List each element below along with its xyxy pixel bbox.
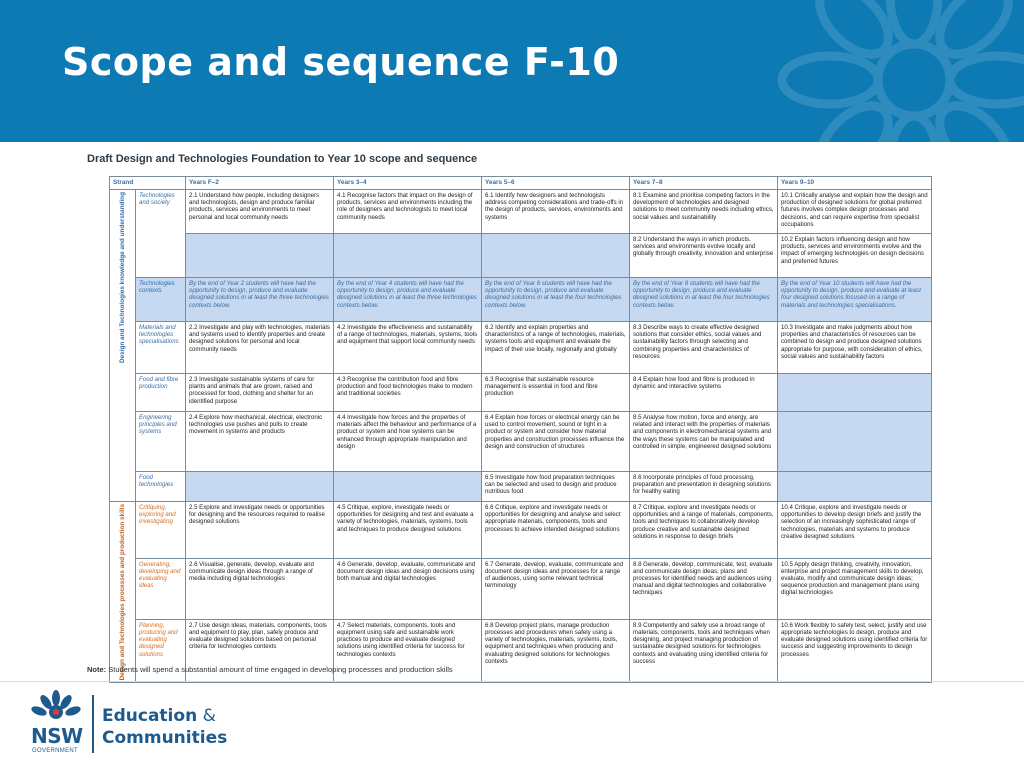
table-cell: 8.4 Explain how food and fibre is produced in dynamic and interactive systems: [630, 374, 778, 412]
header-years-f-2: Years F–2: [186, 177, 334, 190]
table-cell: 2.7 Use design ideas, materials, components, tools and equipment to play, plan, safely produce and evaluate designed solutions based on personal criteria for technologies contexts: [186, 619, 334, 683]
table-cell: By the end of Year 2 students will have had the opportunity to design, produce and evaluate designed solutions in at least the three technologies contexts below.: [186, 278, 334, 322]
slide-title: Scope and sequence F-10: [62, 40, 620, 84]
table-cell-empty: [186, 472, 334, 502]
table-cell-empty: [778, 412, 932, 472]
table-cell: 6.5 Investigate how food preparation techniques can be selected and used to design and produce nutritious food: [482, 472, 630, 502]
table-cell: 4.2 Investigate the effectiveness and sustainability of a range of technologies, materials, systems, tools and equipment that support local community needs: [334, 322, 482, 374]
table-cell: 8.5 Analyse how motion, force and energy, are related and interact with the properties of materials and components in electromechanical systems and the ways these systems can be manipulated and controlled in simple, engineered designed solutions: [630, 412, 778, 472]
table-cell: By the end of Year 10 students will have had the opportunity to design, produce and evaluate at least four designed solutions focused on a range of materials and technologies specialisations.: [778, 278, 932, 322]
nsw-wordmark: NSW: [31, 724, 83, 748]
table-cell-empty: [482, 234, 630, 278]
table-cell: 6.8 Develop project plans, manage production processes and procedures when safely using a variety of technologies, materials, systems, tools, equipment and techniques when producing and evaluating designed solutions for technologies contexts: [482, 619, 630, 683]
table-cell: 2.6 Visualise, generate, develop, evaluate and communicate design ideas through a range of media including digital technologies: [186, 558, 334, 619]
table-cell: 8.2 Understand the ways in which products, services and environments evolve locally and globally through creativity, innovation and enterprise: [630, 234, 778, 278]
table-cell: 8.6 Incorporate principles of food processing, preparation and presentation in designing solutions for healthy eating: [630, 472, 778, 502]
table-cell: 10.3 Investigate and make judgments about how properties and characteristics of resources can be combined to design and produce designed solutions appropriate for purpose, with consideration of ethics, social values and sustainability factors: [778, 322, 932, 374]
header-years-3-4: Years 3–4: [334, 177, 482, 190]
table-cell-empty: [334, 234, 482, 278]
table-cell: 6.7 Generate, develop, evaluate, communicate and document design ideas and processes for a range of audiences, using some relevant technical terminology: [482, 558, 630, 619]
table-cell: 6.6 Critique, explore and investigate needs or opportunities for designing and analyse and select appropriate materials, components, tools and processes to achieve intended designed solutions: [482, 502, 630, 559]
table-cell: 4.1 Recognise factors that impact on the design of products, services and environments including the role of designers and technologists to meet local community needs: [334, 190, 482, 234]
table-cell: 4.5 Critique, explore, investigate needs or opportunities for designing and test and evaluate a variety of technologies, materials, systems, tools and techniques to produce designed solutions: [334, 502, 482, 559]
table-cell: 2.5 Explore and investigate needs or opportunities for designing and the resources required to realise designed solutions: [186, 502, 334, 559]
note-label: Note:: [87, 665, 107, 674]
substrand-planning: Planning, producing and evaluating designed solutions: [136, 619, 186, 683]
table-cell: 4.6 Generate, develop, evaluate, communicate and document design ideas and design decisions using both manual and digital technologies: [334, 558, 482, 619]
table-cell: By the end of Year 8 students will have had the opportunity to design, produce and evaluate designed solutions in at least the four technologies contexts below.: [630, 278, 778, 322]
table-cell: 2.4 Explore how mechanical, electrical, electronic technologies use pushes and pulls to create movement in systems and products: [186, 412, 334, 472]
table-row: [110, 190, 932, 234]
substrand-technologies-society: Technologies and society: [136, 190, 186, 278]
table-cell: 2.1 Understand how people, including designers and technologists, design and produce familiar products, services and environments to meet personal and local community needs: [186, 190, 334, 234]
substrand-engineering: Engineering principles and systems: [136, 412, 186, 472]
table-cell: 8.3 Describe ways to create effective designed solutions that consider ethics, social values and sustainability factors through selecting and combining properties and characteristics of resources: [630, 322, 778, 374]
table-cell: 6.3 Recognise that sustainable resource management is essential in food and fibre production: [482, 374, 630, 412]
scope-sequence-table: [109, 176, 932, 683]
government-wordmark: GOVERNMENT: [32, 748, 79, 754]
table-cell: 8.7 Critique, explore and investigate needs or opportunities and a range of materials, components, tools and techniques to collaboratively develop produce creative and sustainable designed solutions in response to design briefs: [630, 502, 778, 559]
table-note: [87, 665, 453, 674]
header-years-7-8: Years 7–8: [630, 177, 778, 190]
table-row: [110, 412, 932, 472]
strand-processes-cell: [110, 502, 136, 683]
strand-processes-label: Design and Technologies processes and production skills: [118, 504, 126, 681]
table-cell-empty: [334, 472, 482, 502]
table-cell: 4.7 Select materials, components, tools and equipment using safe and sustainable work practices to produce and evaluate designed solutions using identified criteria for success for technologies contexts: [334, 619, 482, 683]
logo-education: [102, 706, 216, 726]
table-row: [110, 558, 932, 619]
table-row: [110, 374, 932, 412]
table-cell: 6.1 Identify how designers and technologists address competing considerations and trade-offs in the design of products, services, environments and systems: [482, 190, 630, 234]
header-strand: Strand: [110, 177, 186, 190]
table-cell: By the end of Year 6 students will have had the opportunity to design, produce and evaluate designed solutions in at least the four technologies contexts below.: [482, 278, 630, 322]
table-header-row: [110, 177, 932, 190]
table-cell: 2.2 Investigate and play with technologies, materials and systems used to identify properties and create designed solutions for personal and local community needs: [186, 322, 334, 374]
waratah-watermark-icon: [764, 0, 1024, 142]
substrand-materials: Materials and technologies specialisations: [136, 322, 186, 374]
table-cell: 8.8 Generate, develop, communicate, test, evaluate and communicate design ideas, plans and processes for identified needs and audiences using manual and digital technologies and collaborative techniques: [630, 558, 778, 619]
substrand-critiquing: Critiquing, exploring and investigating: [136, 502, 186, 559]
strand-knowledge-label: Design and Technologies knowledge and understanding: [118, 192, 126, 364]
logo-separator: [92, 695, 94, 753]
table-cell: 2.3 Investigate sustainable systems of care for plants and animals that are grown, raised and processed for food, clothing and shelter for an identified purpose: [186, 374, 334, 412]
table-cell: 8.1 Examine and prioritise competing factors in the development of technologies and designed solutions to meet community needs including ethics, social values and sustainability: [630, 190, 778, 234]
table-cell: 4.3 Recognise the contribution food and fibre production and food technologies make to modern and traditional societies: [334, 374, 482, 412]
document-title: Draft Design and Technologies Foundation to Year 10 scope and sequence: [87, 153, 478, 165]
table-cell: 10.6 Work flexibly to safely test, select, justify and use appropriate technologies to design, produce and evaluate designed solutions using identified criteria for success and suggesting improvements to design processes: [778, 619, 932, 683]
table-row: [110, 472, 932, 502]
table-cell: 10.2 Explain factors influencing design and how products, services and environments evolve and the impact of emerging technologies on design decisions and preferred futures: [778, 234, 932, 278]
table-cell: 10.5 Apply design thinking, creativity, innovation, enterprise and project management skills to develop, evaluate, modify and communicate design ideas; sequence production and management plans using digital technologies: [778, 558, 932, 619]
table-row: [110, 278, 932, 322]
logo-ampersand: &: [197, 706, 216, 726]
table-row: [110, 502, 932, 559]
table-cell: 6.4 Explain how forces or electrical energy can be used to control movement, sound or light in a product or system and consider how material properties and construction processes influence the design and construction of structures: [482, 412, 630, 472]
substrand-technologies-contexts: Technologies contexts: [136, 278, 186, 322]
table-cell: 10.1 Critically analyse and explain how the design and production of designed solutions for global preferred futures involves complex design processes and decisions, and can require expertise from specialist occupations: [778, 190, 932, 234]
note-text: Students will spend a substantial amount of time engaged in developing processes and production skills: [106, 665, 453, 674]
table-cell: 8.9 Competently and safely use a broad range of materials, components, tools and techniques when designing, and project managing production of sustainable designed solutions for technologies contexts and evaluating using identified criteria for success: [630, 619, 778, 683]
substrand-generating: Generating, developing and evaluating ideas: [136, 558, 186, 619]
substrand-food-fibre: Food and fibre production: [136, 374, 186, 412]
table-cell-empty: [778, 472, 932, 502]
table-row: [110, 234, 932, 278]
footer-divider: [0, 681, 1024, 682]
header-years-9-10: Years 9–10: [778, 177, 932, 190]
logo-communities: Communities: [102, 728, 228, 748]
table-cell: 10.4 Critique, explore and investigate needs or opportunities to develop design briefs and justify the selection of an increasingly sophisticated range of technologies, materials and systems to produce creative designed solutions: [778, 502, 932, 559]
table-cell: 6.2 Identify and explain properties and characteristics of a range of technologies, materials, systems tools and equipment and evaluate the impact of their use locally, regionally and globally: [482, 322, 630, 374]
header-years-5-6: Years 5–6: [482, 177, 630, 190]
slide-header: [0, 0, 1024, 142]
logo-education-text: Education: [102, 706, 198, 726]
table-cell-empty: [186, 234, 334, 278]
table-row: [110, 322, 932, 374]
nsw-education-logo: [28, 690, 228, 760]
table-cell: 4.4 Investigate how forces and the properties of materials affect the behaviour and performance of a product or system and how systems can be enhanced through appropriate manipulation and design: [334, 412, 482, 472]
table-cell-empty: [778, 374, 932, 412]
substrand-food-technologies: Food technologies: [136, 472, 186, 502]
table-cell: By the end of Year 4 students will have had the opportunity to design, produce and evaluate designed solutions in at least the three technologies contexts below.: [334, 278, 482, 322]
strand-knowledge-cell: [110, 190, 136, 502]
